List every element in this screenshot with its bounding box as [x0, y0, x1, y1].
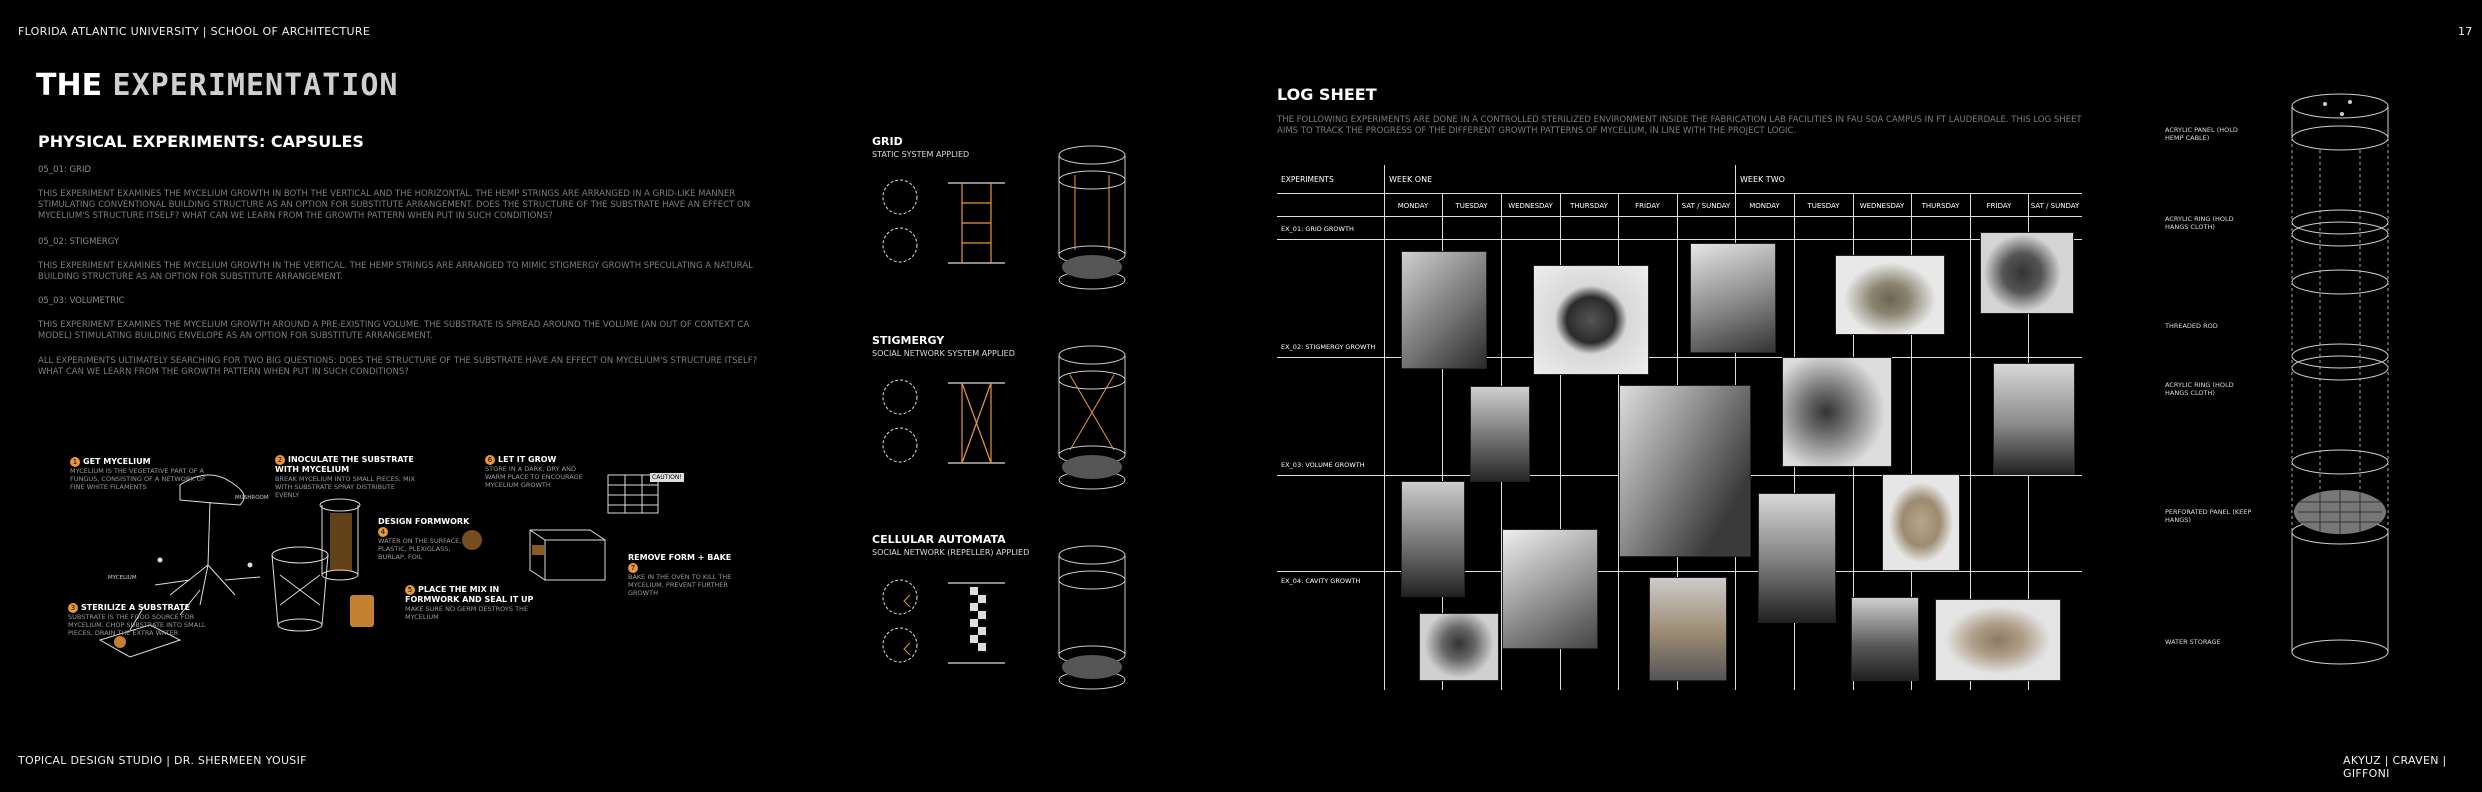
week-one: WEEK ONE	[1389, 175, 1433, 184]
label-perforated-panel: PERFORATED PANEL (KEEP HANGS)	[2165, 508, 2252, 524]
photo-sample-5	[1419, 613, 1499, 681]
day-w2-mon: MONDAY	[1749, 202, 1780, 210]
day-w1-wed: WEDNESDAY	[1508, 202, 1553, 210]
experiments-header: EXPERIMENTS	[1281, 175, 1334, 184]
closing-text: ALL EXPERIMENTS ULTIMATELY SEARCHING FOR TWO BIG QUESTIONS: DOES THE STRUCTURE OF THE SUBSTRATE HAVE AN EFFECT ON MYCELIUM'S STRUCTURE ITSELF? WHAT CAN WE LEARN FROM THE GROWTH PATTERN WHEN PUT IN SUCH CONDITIONS?	[38, 356, 758, 377]
day-w1-tue: TUESDAY	[1455, 202, 1488, 210]
photo-capsule-2	[1470, 386, 1530, 482]
photo-sample-3	[1782, 357, 1892, 467]
exploded-capsule	[2270, 92, 2410, 692]
systems-drawings	[870, 135, 1140, 695]
step-4: DESIGN FORMWORK 4 WATER ON THE SURFACE, PLASTIC, PLEXIGLASS, BURLAP, FOIL	[378, 517, 470, 561]
label-water-storage: WATER STORAGE	[2165, 638, 2221, 646]
log-sheet-title: LOG SHEET	[1277, 85, 1377, 104]
mushroom-label: MUSHROOM	[235, 495, 269, 501]
step-5: 5 PLACE THE MIX IN FORMWORK AND SEAL IT UP MAKE SURE NO GERM DESTROYS THE MYCELIUM	[405, 585, 534, 621]
system-title-stigmergy: STIGMERGY	[872, 334, 945, 347]
photo-hand-sample	[1649, 577, 1727, 681]
step-1: 1 GET MYCELIUM MYCELIUM IS THE VEGETATIVE PART OF A FUNGUS, CONSISTING OF A NETWORK OF FINE WHITE FILAMENTS	[70, 457, 206, 491]
block-id-1: 05_01: GRID	[38, 165, 91, 175]
block-text-3: THIS EXPERIMENT EXAMINES THE MYCELIUM GROWTH AROUND A PRE-EXISTING VOLUME. THE SUBSTRATE IS SPREAD AROUND THE VOLUME (AN OUT OF CONTEXT CA MODEL) STIMULATING BUILDING ENVELOPE AS AN OPTION FOR SUBSTITUTE ARRANGEMENT.	[38, 320, 750, 341]
photo-sample-7	[1935, 599, 2061, 681]
process-diagram	[60, 445, 740, 685]
row-label-4: EX_04: CAVITY GROWTH	[1281, 577, 1361, 585]
label-threaded-rod: THREADED ROD	[2165, 322, 2218, 330]
photo-sample-6	[1851, 597, 1919, 681]
day-w1-mon: MONDAY	[1397, 202, 1429, 210]
label-acrylic-panel: ACRYLIC PANEL (HOLD HEMP CABLE)	[2165, 126, 2238, 142]
label-acrylic-ring-1: ACRYLIC RING (HOLD HANGS CLOTH)	[2165, 215, 2234, 231]
block-id-2: 05_02: STIGMERGY	[38, 237, 120, 247]
block-id-3: 05_03: VOLUMETRIC	[38, 296, 125, 306]
step-7: REMOVE FORM + BAKE 7 BAKE IN THE OVEN TO KILL THE MYCELIUM, PREVENT FURTHER GROWTH	[628, 553, 732, 597]
block-text-1: THIS EXPERIMENT EXAMINES THE MYCELIUM GROWTH IN BOTH THE VERTICAL AND THE HORIZONTAL. THE HEMP STRINGS ARE ARRANGED IN A GRID-LIKE MANNER STIMULATING CONVENTIONAL BUILDING STRUCTURE AS AN OPTION FOR SUBSTITUTE ARRANGEMENT. DOES THE STRUCTURE OF THE SUBSTRATE HAVE AN EFFECT ON MYCELIUM'S STRUCTURE ITSELF? WHAT CAN WE LEARN FROM THE GROWTH PATTERN WHEN PUT IN SUCH CONDITIONS?	[38, 189, 751, 221]
day-w2-sat: SAT / SUNDAY	[2030, 202, 2080, 210]
log-grid	[1277, 165, 2082, 690]
system-title-grid: GRID	[872, 135, 903, 148]
system-sub-grid: STATIC SYSTEM APPLIED	[872, 150, 970, 159]
photo-team	[1619, 385, 1751, 557]
photo-capsule-1	[1533, 265, 1649, 375]
row-label-2: EX_02: STIGMERGY GROWTH	[1281, 343, 1376, 351]
page-title	[36, 68, 398, 103]
system-sub-stigmergy: SOCIAL NETWORK SYSTEM APPLIED	[872, 349, 1015, 358]
day-w2-fri: FRIDAY	[1986, 202, 2012, 210]
photo-capsule-3	[1993, 363, 2075, 475]
photo-sample-1	[1835, 255, 1945, 335]
page-number: 17	[2458, 25, 2473, 38]
section-title: PHYSICAL EXPERIMENTS: CAPSULES	[38, 132, 364, 151]
mycelium-label: MYCELIUM	[108, 575, 137, 581]
step-6: 6 LET IT GROW STORE IN A DARK, DRY AND WARM PLACE TO ENCOURAGE MYCELIUM GROWTH	[485, 455, 583, 489]
photo-capsule-4	[1401, 481, 1465, 597]
title-part-b: EXPERIMENTATION	[112, 68, 399, 103]
day-w1-fri: FRIDAY	[1635, 202, 1660, 210]
row-label-3: EX_03: VOLUME GROWTH	[1281, 461, 1365, 469]
system-sub-ca: SOCIAL NETWORK (REPELLER) APPLIED	[872, 548, 1030, 557]
photo-capsule-5	[1758, 493, 1836, 623]
day-w2-wed: WEDNESDAY	[1859, 202, 1905, 210]
caution-label: CAUTION!	[652, 474, 682, 481]
step-2: 2 INOCULATE THE SUBSTRATE WITH MYCELIUM BREAK MYCELIUM INTO SMALL PIECES, MIX WITH SUBSTRATE SPRAY DISTRIBUTE EVENLY	[275, 455, 415, 499]
photo-lab-work-2	[1690, 243, 1776, 353]
step-3: 3 STERILIZE A SUBSTRATE SUBSTRATE IS THE FOOD SOURCE FOR MYCELIUM. CHOP SUBSTRATE INTO SMALL PIECES, DRAIN THE EXTRA WATER	[68, 603, 206, 637]
photo-sample-2	[1980, 232, 2074, 314]
system-title-ca: CELLULAR AUTOMATA	[872, 533, 1006, 546]
week-two: WEEK TWO	[1740, 175, 1785, 184]
block-text-2: THIS EXPERIMENT EXAMINES THE MYCELIUM GROWTH IN THE VERTICAL. THE HEMP STRINGS ARE ARRANGED TO MIMIC STIGMERGY GROWTH SPECULATING A NATURAL BUILDING STRUCTURE AS AN OPTION FOR SUBSTITUTE ARRANGEMENT.	[38, 261, 753, 282]
header-left: FLORIDA ATLANTIC UNIVERSITY | SCHOOL OF ARCHITECTURE	[18, 25, 371, 38]
photo-lab-work-1	[1401, 251, 1487, 369]
footer-left: TOPICAL DESIGN STUDIO | DR. SHERMEEN YOUSIF	[18, 754, 307, 767]
label-acrylic-ring-2: ACRYLIC RING (HOLD HANGS CLOTH)	[2165, 381, 2234, 397]
row-label-1: EX_01: GRID GROWTH	[1281, 225, 1354, 233]
photo-lab-work-3	[1502, 529, 1598, 649]
log-sheet-intro: THE FOLLOWING EXPERIMENTS ARE DONE IN A CONTROLLED STERILIZED ENVIRONMENT INSIDE THE FABRICATION LAB FACILITIES IN FAU SOA CAMPUS IN FT LAUDERDALE. THIS LOG SHEET AIMS TO TRACK THE PROGRESS OF THE DIFFERENT GROWTH PATTERNS OF MYCELIUM, IN LINE WITH THE PROJECT LOGIC.	[1277, 115, 2082, 136]
day-w2-tue: TUESDAY	[1807, 202, 1840, 210]
day-w1-thu: THURSDAY	[1570, 202, 1608, 210]
footer-right: AKYUZ | CRAVEN | GIFFONI	[2343, 754, 2447, 780]
day-w2-thu: THURSDAY	[1921, 202, 1960, 210]
day-w1-sat: SAT / SUNDAY	[1681, 202, 1731, 210]
title-part-a: THE	[36, 68, 103, 103]
photo-sample-4	[1882, 474, 1960, 571]
